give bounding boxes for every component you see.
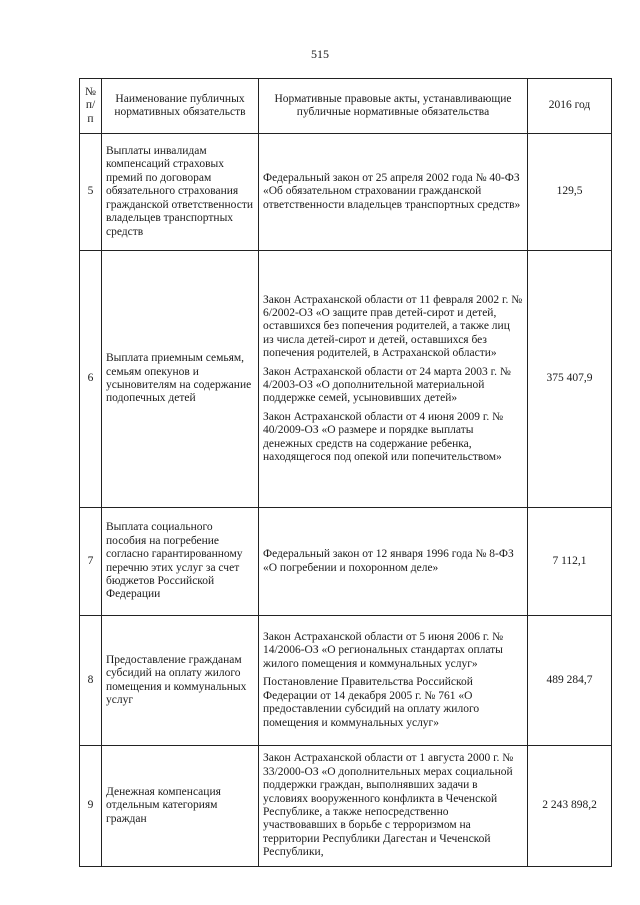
col-header-year: 2016 год	[528, 79, 612, 134]
amount-2016: 129,5	[528, 134, 612, 251]
obligation-name: Предоставление гражданам субсидий на оплату жилого помещения и коммунальных услуг	[102, 616, 259, 746]
amount-2016: 7 112,1	[528, 508, 612, 616]
legal-act: Федеральный закон от 25 апреля 2002 года № 40-ФЗ «Об обязательном страховании гражданской ответственности владельцев транспортных средств»	[263, 171, 521, 211]
row-number: 8	[80, 616, 102, 746]
col-header-num: № п/п	[80, 79, 102, 134]
row-number: 6	[80, 251, 102, 508]
table-row	[80, 251, 612, 508]
legal-act: Закон Астраханской области от 5 июня 2006 г. № 14/2006-ОЗ «О региональных стандартах оплаты жилого помещения и коммунальных услуг»	[263, 631, 504, 670]
amount-2016: 375 407,9	[528, 251, 612, 508]
row-number: 9	[80, 746, 102, 867]
row-number: 7	[80, 508, 102, 616]
legal-act: Постановление Правительства Российской Федерации от 14 декабря 2005 г. № 761 «О предоставлении субсидий на оплату жилого помещения и коммунальных услуг»	[263, 676, 480, 729]
obligation-name: Выплата приемным семьям, семьям опекунов и усыновителям на содержание подопечных детей	[102, 251, 259, 508]
obligation-name: Выплата социального пособия на погребение согласно гарантированному перечню этих услуг за счет бюджетов Российской Федерации	[102, 508, 259, 616]
legal-acts-cell	[259, 616, 528, 746]
amount-2016: 489 284,7	[528, 616, 612, 746]
legal-acts-cell	[259, 508, 528, 616]
amount-2016: 2 243 898,2	[528, 746, 612, 867]
legal-acts-cell	[259, 134, 528, 251]
obligation-name: Выплаты инвалидам компенсаций страховых премий по договорам обязательного страхования гражданской ответственности владельцев транспортных средств	[102, 134, 259, 251]
legal-acts-cell	[259, 251, 528, 508]
obligations-table	[79, 78, 612, 867]
row-number: 5	[80, 134, 102, 251]
legal-act: Закон Астраханской области от 1 августа 2000 г. № 33/2000-ОЗ «О дополнительных мерах социальной поддержки граждан, выполнявших задачи в условиях вооруженного конфликта в Чеченской Республике, а также непосредственно участвовавших в борьбе с терроризмом на территории Республики Дагестан и Чеченской Республики,	[263, 752, 514, 859]
table-row	[80, 616, 612, 746]
obligation-name: Денежная компенсация отдельным категориям граждан	[102, 746, 259, 867]
legal-act: Закон Астраханской области от 4 июня 2009 г. № 40/2009-ОЗ «О размере и порядке выплаты денежных средств на содержание ребенка, находящегося под опекой или попечительством»	[263, 410, 504, 464]
table-row	[80, 746, 612, 867]
table-header-row	[80, 79, 612, 134]
col-header-name: Наименование публичных нормативных обязательств	[102, 79, 259, 134]
col-header-acts: Нормативные правовые акты, устанавливающие публичные нормативные обязательства	[259, 79, 528, 134]
page-number: 515	[311, 47, 329, 61]
table-row	[80, 134, 612, 251]
legal-act: Закон Астраханской области от 24 марта 2003 г. № 4/2003-ОЗ «О дополнительной материальной поддержке семей, усыновивших детей»	[263, 365, 511, 405]
table-row	[80, 508, 612, 616]
legal-act: Закон Астраханской области от 11 февраля 2002 г. № 6/2002-ОЗ «О защите прав детей-сирот и детей, оставшихся без попечения родителей, а также лиц из числа детей-сирот и детей, оставшихся без попечения родителей, в Астраханской области»	[263, 293, 523, 360]
legal-act: Федеральный закон от 12 января 1996 года № 8-ФЗ «О погребении и похоронном деле»	[263, 548, 514, 574]
legal-acts-cell	[259, 746, 528, 867]
